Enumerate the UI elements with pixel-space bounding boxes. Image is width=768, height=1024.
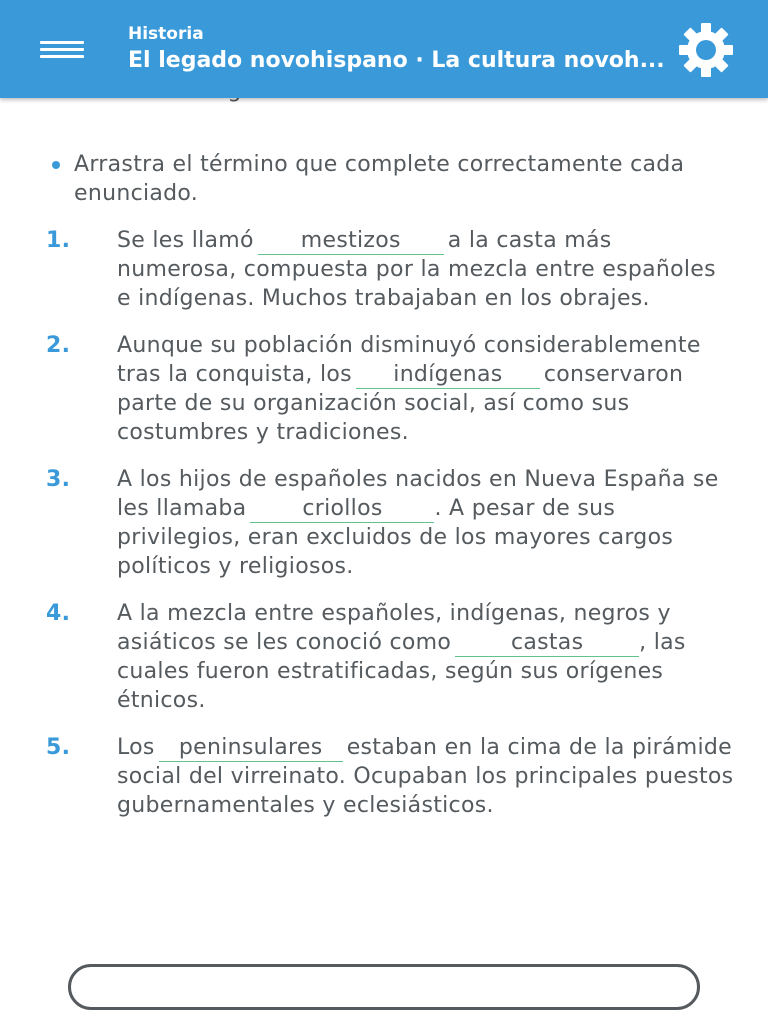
item-number: 2.	[46, 333, 71, 358]
item-text-after: a la casta más numerosa, compuesta por la mezcla entre españoles e indígenas. Muchos trabajaban en los obrajes.	[117, 228, 716, 311]
hamburger-menu-icon[interactable]	[36, 36, 88, 64]
item-text-before: Se les llamó	[117, 228, 254, 253]
exercise-item	[46, 465, 736, 581]
exercise-item	[46, 599, 736, 715]
answer-slot[interactable]: peninsulares	[159, 735, 343, 762]
exercise-item	[46, 733, 736, 820]
bottom-action-button[interactable]	[68, 964, 700, 1010]
item-text-after: conservaron parte de su organización social, así como sus costumbres y tradiciones.	[117, 362, 684, 445]
item-text-before: A la mezcla entre españoles, indígenas, negros y asiáticos se les conoció como	[117, 601, 671, 655]
exercise-item	[46, 226, 736, 313]
instruction	[52, 150, 712, 208]
bullet-dot-icon	[52, 161, 60, 169]
item-number: 3.	[46, 467, 71, 492]
item-text-after: , las cuales fueron estratificadas, según sus orígenes étnicos.	[117, 630, 686, 713]
subject-label: Historia	[128, 24, 204, 44]
answer-slot[interactable]: mestizos	[258, 228, 444, 255]
item-text-before: Aunque su población disminuyó considerablemente tras la conquista, los	[117, 333, 701, 387]
item-text-after: estaban en la cima de la pirámide social del virreinato. Ocupaban los principales puestos gubernamentales y eclesiásticos.	[117, 735, 734, 818]
item-number: 1.	[46, 228, 71, 253]
item-number: 5.	[46, 735, 71, 760]
item-text-after: . A pesar de sus privilegios, eran excluidos de los mayores cargos políticos y religiosos.	[117, 496, 674, 579]
app-header	[0, 0, 768, 98]
exercise-list	[46, 226, 736, 838]
item-text-before: Los	[117, 735, 155, 760]
answer-slot[interactable]: castas	[455, 630, 639, 657]
item-number: 4.	[46, 601, 71, 626]
page-title: El legado novohispano · La cultura novoh...	[128, 48, 665, 73]
answer-slot[interactable]: indígenas	[356, 362, 540, 389]
gear-icon[interactable]	[676, 20, 736, 80]
instruction-text: Arrastra el término que complete correctamente cada enunciado.	[74, 152, 685, 206]
exercise-item	[46, 331, 736, 447]
answer-slot[interactable]: criollos	[250, 496, 434, 523]
item-text-before: A los hijos de españoles nacidos en Nueva España se les llamaba	[117, 467, 719, 521]
